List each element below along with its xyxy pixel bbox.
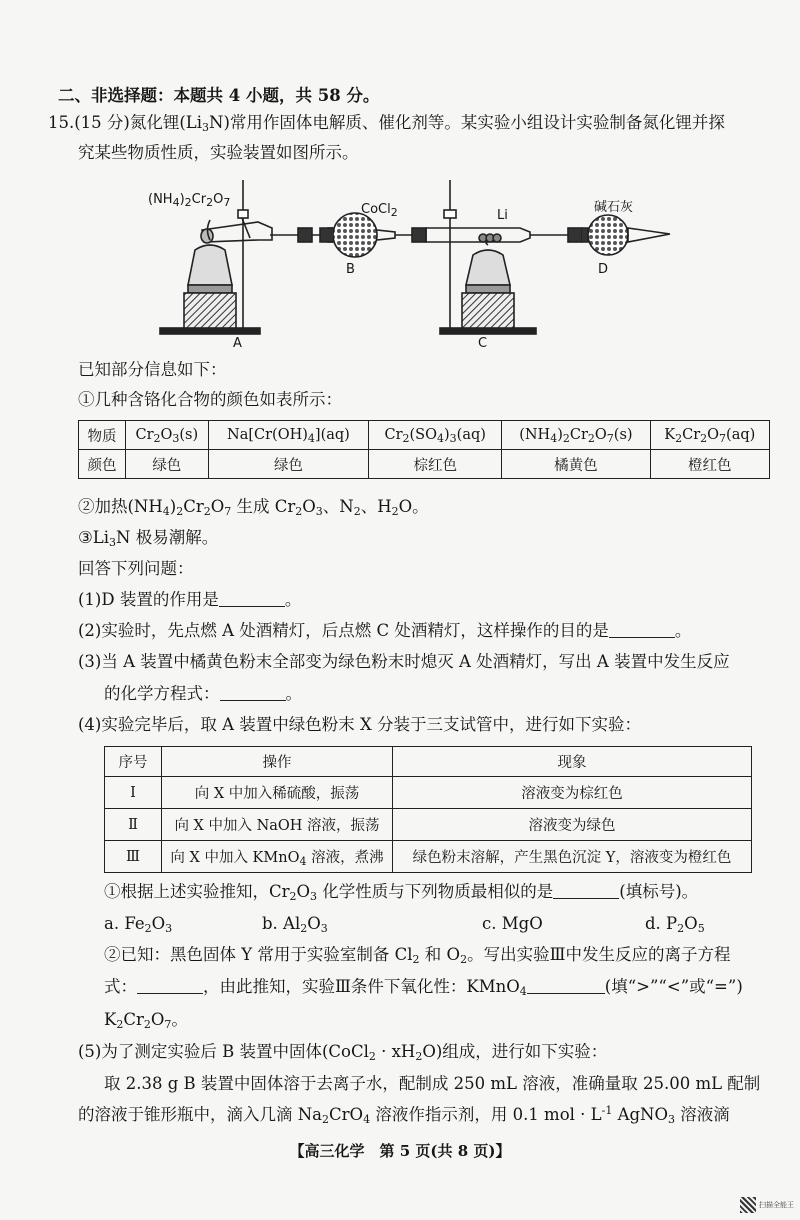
qr-code-icon <box>740 1197 756 1213</box>
color-table-row-substance <box>79 421 770 450</box>
substance-cell: $K_2Cr_2O_7(aq)$ <box>650 421 769 450</box>
color-cell: 橘黄色 <box>502 450 650 479</box>
color-table-header: 颜色 <box>79 450 126 479</box>
experiment-row-2: Ⅱ 向 X 中加入 NaOH 溶液，振荡 溶液变为绿色 <box>105 809 752 841</box>
q15-intro-line1: 15.(15 分)氮化锂$(Li_3N)$常用作固体电解质、催化剂等。某实验小组设计实验制备氮化锂并探 <box>48 113 725 134</box>
color-cell: 绿色 <box>208 450 369 479</box>
label-a: A <box>233 336 242 351</box>
experiment-table-header: 序号 操作 现象 <box>105 747 752 777</box>
experiment-row-3: Ⅲ 向 X 中加入 KMnO$_4$ 溶液，煮沸 绿色粉末溶解，产生黑色沉淀 Y，溶液变为橙红色 <box>105 841 752 873</box>
label-c: C <box>478 336 488 351</box>
question-1: (1)D 装置的作用是 。 <box>78 590 302 609</box>
q4-option-a: a. $Fe_2O_3$ <box>104 914 173 935</box>
question-3-line2: 的化学方程式： 。 <box>104 684 302 703</box>
label-reagent-c: Li <box>497 208 508 223</box>
q5-line1: (5)为了测定实验后 B 装置中固体(CoCl$_2$ · $xH_2O$)组成，进行如下实验： <box>78 1042 608 1063</box>
known-title: 已知部分信息如下： <box>78 360 227 379</box>
drying-tube-d <box>582 215 670 255</box>
answer-blank[interactable] <box>137 977 203 994</box>
q4-option-b: b. $Al_2O_3$ <box>262 914 328 935</box>
lamp-c <box>462 242 514 328</box>
q4-sub2-line3: $K_2Cr_2O_7$。 <box>104 1010 188 1031</box>
q4-option-c: c. MgO <box>482 914 543 933</box>
known-item3: $③Li_3N$ 极易潮解。 <box>78 528 219 549</box>
q5-line2: 取 2.38 g B 装置中固体溶于去离子水，配制成 250 mL 溶液，准确量取 25.00 mL 配制 <box>104 1074 761 1093</box>
answer-prompt: 回答下列问题： <box>78 559 194 578</box>
substance-cell: $(NH_4)_2Cr_2O_7(s)$ <box>502 421 650 450</box>
answer-blank[interactable] <box>553 882 619 899</box>
tube-c <box>395 228 530 242</box>
substance-cell: $Cr_2(SO_4)_3(aq)$ <box>369 421 502 450</box>
label-d: D <box>598 262 609 277</box>
page-footer: 【高三化学 第 5 页(共 8 页)】 <box>289 1142 511 1160</box>
q4-sub1: ①根据上述实验推知，$Cr_2O_3$ 化学性质与下列物质最相似的是 (填标号)。 <box>104 882 699 903</box>
known-item1: ①几种含铬化合物的颜色如表所示： <box>78 390 342 409</box>
experiment-row-1: Ⅰ 向 X 中加入稀硫酸，振荡 溶液变为棕红色 <box>105 777 752 809</box>
scanner-watermark: 扫描全能王 <box>759 1201 794 1209</box>
label-reagent-b: CoCl$_2$ <box>361 202 398 219</box>
section-heading: 二、非选择题：本题共 4 小题，共 58 分。 <box>58 86 380 105</box>
color-cell: 绿色 <box>126 450 209 479</box>
answer-blank[interactable] <box>527 977 605 994</box>
q15-intro-line2: 究某些物质性质，实验装置如图所示。 <box>78 143 359 162</box>
q4-option-d: d. $P_2O_5$ <box>645 914 705 935</box>
answer-blank[interactable] <box>220 684 286 701</box>
color-table <box>78 420 770 479</box>
color-cell: 橙红色 <box>650 450 769 479</box>
question-4-intro: (4)实验完毕后，取 A 装置中绿色粉末 X 分装于三支试管中，进行如下实验： <box>78 715 642 734</box>
substance-cell: $Na[Cr(OH)_4](aq)$ <box>208 421 369 450</box>
connector-cd <box>530 228 582 242</box>
color-cell: 棕红色 <box>369 450 502 479</box>
question-2: (2)实验时，先点燃 A 处酒精灯，后点燃 C 处酒精灯，这样操作的目的是 。 <box>78 621 692 640</box>
tube-a <box>201 210 300 243</box>
known-item2: ②加热$(NH_4)_2Cr_2O_7$ 生成 $Cr_2O_3$、$N_2$、$H_2O$。 <box>78 497 429 518</box>
substance-cell: $Cr_2O_3(s)$ <box>126 421 209 450</box>
q4-sub2-line2: 式： ，由此推知，实验Ⅲ条件下氧化性：KMnO$_4$ (填“>”“<”或“=”) <box>104 977 743 998</box>
experiment-table <box>104 746 752 873</box>
q5-line3: 的溶液于锥形瓶中，滴入几滴 $Na_2CrO_4$ 溶液作指示剂，用 0.1 mol · $L^{-1}$ AgNO$_3$ 溶液滴 <box>78 1104 730 1126</box>
answer-blank[interactable] <box>219 590 285 607</box>
label-reagent-a: $(NH_4)_2Cr_2O_7$ <box>148 192 231 209</box>
color-table-row-color <box>79 450 770 479</box>
q4-sub2-line1: ②已知：黑色固体 Y 常用于实验室制备 $Cl_2$ 和 $O_2$。写出实验Ⅲ中发生反应的离子方程 <box>104 945 731 966</box>
answer-blank[interactable] <box>609 621 675 638</box>
label-b: B <box>346 262 355 277</box>
label-reagent-d: 碱石灰 <box>594 200 634 215</box>
color-table-header: 物质 <box>79 421 126 450</box>
question-3-line1: (3)当 A 装置中橘黄色粉末全部变为绿色粉末时熄灭 A 处酒精灯，写出 A 装置中发生反应 <box>78 652 730 671</box>
